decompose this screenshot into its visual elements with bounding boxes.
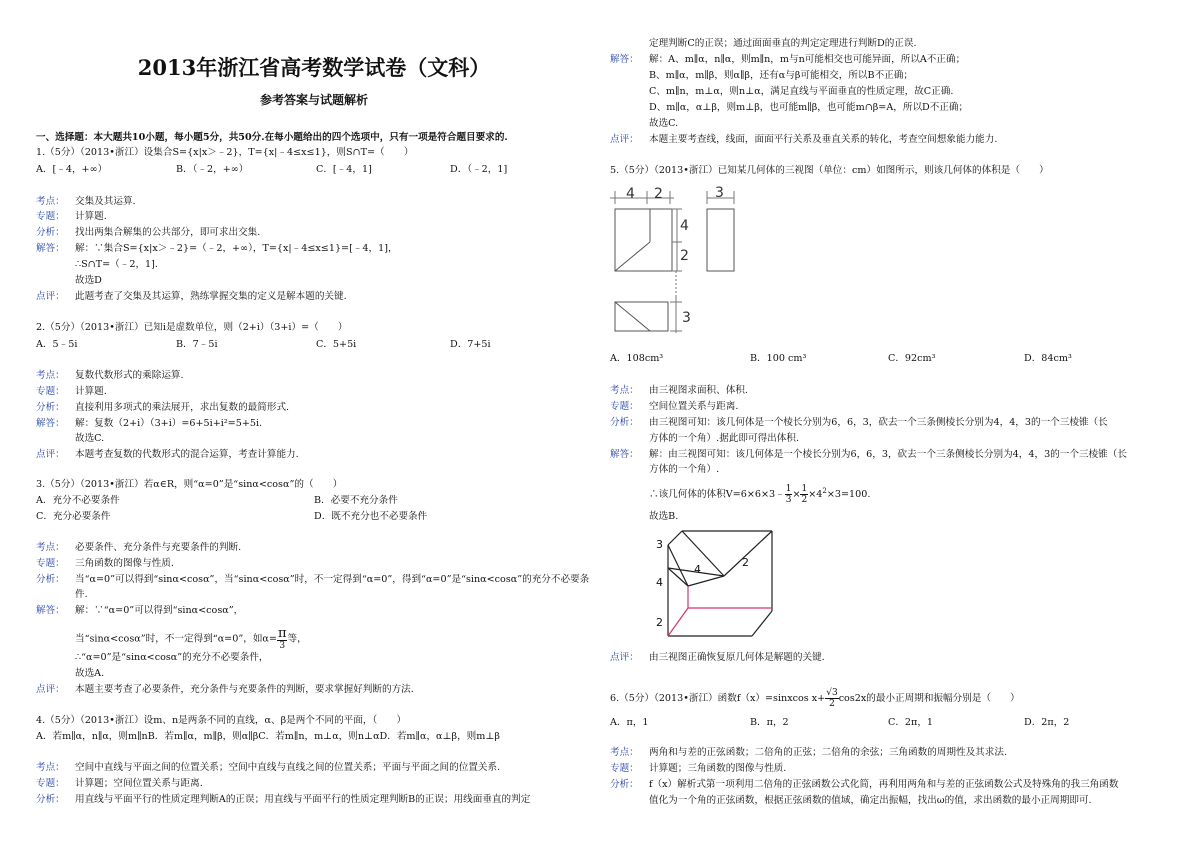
q2-zhuanti: 计算题. xyxy=(75,386,107,397)
pi-over-3-fraction xyxy=(277,627,288,651)
q6-zhuanti: 计算题；三角函数的图像与性质. xyxy=(649,763,787,774)
q3-stem: 3.（5分）（2013•浙江）若α∈R，则“α=0”是“sinα<cosα”的（ ） xyxy=(36,479,343,490)
q1-fenxi: 找出两集合解集的公共部分，即可求出交集. xyxy=(75,227,261,238)
frac-denominator: 3 xyxy=(279,641,286,651)
frac-numerator: √3 xyxy=(826,688,838,698)
q2-dianping: 本题考查复数的代数形式的混合运算，考查计算能力. xyxy=(75,449,299,460)
q4-zhuanti-label: 专题： xyxy=(36,778,65,789)
q1-option-a: A．[﹣4，+∞） xyxy=(36,164,108,175)
q4-zhuanti: 计算题；空间位置关系与距离. xyxy=(75,778,203,789)
q2-option-a: A．5﹣5i xyxy=(36,339,78,350)
q1-fenxi-label: 分析： xyxy=(36,227,65,238)
q3-fenxi-line: 件. xyxy=(75,589,88,600)
solid-label: 4 xyxy=(694,563,701,576)
frac-denominator: 2 xyxy=(829,699,835,709)
q2-option-c: C．5+5i xyxy=(316,339,357,350)
q4-dianping: 本题主要考查线，线面，面面平行关系及垂直关系的转化，考查空间想象能力能力. xyxy=(649,134,998,145)
q3-option-a: A．充分不必要条件 xyxy=(36,495,120,506)
q2-stem: 2.（5分）（2013•浙江）已知i是虚数单位，则（2+i）（3+i）=（ ） xyxy=(36,322,348,333)
q2-kaodian-label: 考点： xyxy=(36,370,65,381)
q3-jieda-label: 解答： xyxy=(36,605,65,616)
q6-fenxi-line: 值化为一个角的正弦函数，根据正弦函数的值域，确定出振幅，找出ω的值，求出函数的最小正周期即可. xyxy=(649,795,1092,806)
q1-kaodian-label: 考点： xyxy=(36,196,65,207)
solid-label: 3 xyxy=(656,538,663,551)
dim-label: 3 xyxy=(682,310,691,326)
q5-jieda-label: 解答： xyxy=(610,449,639,460)
section-heading: 一、选择题：本大题共10小题，每小题5分，共50分.在每小题给出的四个选项中，只有一项是符合题目要求的. xyxy=(36,132,508,143)
solid-label: 2 xyxy=(656,616,663,629)
formula-text: ∴该几何体的体积V=6×6×3﹣ xyxy=(649,489,785,501)
formula-text: × xyxy=(792,489,801,501)
q5-dianping: 由三视图正确恢复原几何体是解题的关键. xyxy=(649,652,825,663)
q1-option-c: C．[﹣4，1] xyxy=(316,164,372,175)
q5-kaodian-label: 考点： xyxy=(610,385,639,396)
q2-jieda-line: 故选C. xyxy=(75,433,105,444)
dim-label: 4 xyxy=(680,218,689,234)
q6-kaodian: 两角和与差的正弦函数；二倍角的正弦；二倍角的余弦；三角函数的周期性及其求法. xyxy=(649,747,1008,758)
q4-jieda-line: D、m∥α，α⊥β，则m⊥β，也可能m∥β，也可能m∩β=A，所以D不正确； xyxy=(649,102,969,113)
q3-dianping-label: 点评： xyxy=(36,684,65,695)
q2-fenxi-label: 分析： xyxy=(36,402,65,413)
q3-jieda-line: 解：∵“α=0”可以得到“sinα<cosα”， xyxy=(75,605,244,616)
q3-option-d: D．既不充分也不必要条件 xyxy=(314,511,428,522)
exponent: 2 xyxy=(822,487,827,495)
q1-kaodian: 交集及其运算. xyxy=(75,196,136,207)
solid-label: 4 xyxy=(656,576,663,589)
q4-kaodian: 空间中直线与平面之间的位置关系；空间中直线与直线之间的位置关系；平面与平面之间的位置关系. xyxy=(75,762,501,773)
q4-jieda-line: B、m∥α，m∥β，则α∥β，还有α与β可能相交，所以B不正确； xyxy=(649,70,913,81)
dim-label: 4 xyxy=(626,186,635,202)
q3-jieda-line: 故选A. xyxy=(75,668,105,679)
page-title: 2013年浙江省高考数学试卷（文科） xyxy=(137,55,491,80)
q1-jieda-line: 故选D xyxy=(75,275,102,286)
q2-option-d: D．7+5i xyxy=(450,339,491,350)
q5-jieda-line: 故选B. xyxy=(649,511,679,522)
q6-stem-text: 6.（5分）（2013•浙江）函数f（x）=sinxcos x+ xyxy=(610,693,826,704)
frac-numerator: 1 xyxy=(801,484,808,495)
q1-jieda-line: 解：∵集合S={x|x＞﹣2}=（﹣2，+∞），T={x|﹣4≤x≤1}=[﹣4，1]， xyxy=(75,243,398,254)
q3-option-c: C．充分必要条件 xyxy=(36,511,111,522)
q5-jieda-line: 解：由三视图可知：该几何体是一个棱长分别为6，6，3，砍去一个三条侧棱长分别为4，4，3的一个三棱锥（长 xyxy=(649,449,1127,460)
q1-dianping: 此题考查了交集及其运算，熟练掌握交集的定义是解本题的关键. xyxy=(75,291,347,302)
q2-fenxi: 直接利用多项式的乘法展开，求出复数的最简形式. xyxy=(75,402,290,413)
q5-zhuanti-label: 专题： xyxy=(610,401,639,412)
q3-kaodian: 必要条件、充分条件与充要条件的判断. xyxy=(75,542,242,553)
q6-kaodian-label: 考点： xyxy=(610,747,639,758)
q5-kaodian: 由三视图求面积、体积. xyxy=(649,385,748,396)
q6-option-b: B．π，2 xyxy=(750,717,789,728)
q5-option-b: B．100 cm³ xyxy=(750,353,807,364)
q6-stem-text: cos2x的最小正周期和振幅分别是（ ） xyxy=(838,693,1020,704)
q2-option-b: B．7﹣5i xyxy=(176,339,218,350)
q4-stem: 4.（5分）（2013•浙江）设m、n是两条不同的直线，α、β是两个不同的平面，（ ） xyxy=(36,715,407,726)
frac-denominator: 2 xyxy=(801,495,808,506)
q1-stem: 1.（5分）（2013•浙江）设集合S={x|x＞﹣2}，T={x|﹣4≤x≤1}，则S∩T=（ ） xyxy=(36,147,414,158)
q4-jieda-line: 故选C. xyxy=(649,118,679,129)
q5-volume-formula xyxy=(649,484,870,505)
solid-label: 2 xyxy=(742,556,749,569)
q6-fenxi-line: f（x）解析式第一项利用二倍角的正弦函数公式化简，再利用两角和与差的正弦函数公式及特殊角的我三角函数 xyxy=(649,779,1119,790)
q2-jieda-label: 解答： xyxy=(36,418,65,429)
q6-option-d: D．2π，2 xyxy=(1024,717,1070,728)
q5-option-a: A．108cm³ xyxy=(610,353,664,364)
q3-fenxi-label: 分析： xyxy=(36,574,65,585)
q5-option-c: C．92cm³ xyxy=(888,353,936,364)
q5-stem: 5.（5分）（2013•浙江）已知某几何体的三视图（单位：cm）如图所示，则该几何体的体积是（ ） xyxy=(610,165,1049,176)
q2-zhuanti-label: 专题： xyxy=(36,386,65,397)
q3-zhuanti-label: 专题： xyxy=(36,558,65,569)
q3-dianping: 本题主要考查了必要条件，充分条件与充要条件的判断，要求掌握好判断的方法. xyxy=(75,684,414,695)
solid-diagram xyxy=(644,528,794,650)
q4-kaodian-label: 考点： xyxy=(36,762,65,773)
q2-kaodian: 复数代数形式的乘除运算. xyxy=(75,370,184,381)
q4-options: A．若m∥α，n∥α，则m∥nB．若m∥α，m∥β，则α∥βC．若m∥n，m⊥α，则n⊥αD．若m∥α，α⊥β，则m⊥β xyxy=(36,731,500,742)
sqrt3-over-2-fraction xyxy=(825,688,838,709)
q3-jieda-line: ∴“α=0”是“sinα<cosα”的充分不必要条件， xyxy=(75,652,269,663)
q4-fenxi-label: 分析： xyxy=(36,794,65,805)
q6-option-c: C．2π，1 xyxy=(888,717,934,728)
q2-dianping-label: 点评： xyxy=(36,449,65,460)
q5-jieda-line: 方体的一个角）. xyxy=(649,464,720,475)
q3-zhuanti: 三角函数的图像与性质. xyxy=(75,558,174,569)
q4-jieda-label: 解答： xyxy=(610,54,639,65)
dim-label: 2 xyxy=(680,248,689,264)
q1-jieda-label: 解答： xyxy=(36,243,65,254)
formula-text: ×3=100. xyxy=(826,489,871,501)
q6-zhuanti-label: 专题： xyxy=(610,763,639,774)
q1-zhuanti-label: 专题： xyxy=(36,211,65,222)
q5-fenxi-line: 方体的一个角）.据此即可得出体积. xyxy=(649,433,800,444)
q5-fenxi-label: 分析： xyxy=(610,417,639,428)
page-subtitle: 参考答案与试题解析 xyxy=(259,93,368,107)
q1-dianping-label: 点评： xyxy=(36,291,65,302)
q3-jieda-line xyxy=(75,627,307,651)
q5-dianping-label: 点评： xyxy=(610,652,639,663)
frac-numerator: π xyxy=(277,626,287,641)
q3-jieda-text: 当“sinα<cosα”时，不一定得到“α=0”，如α= xyxy=(75,633,277,645)
q3-fenxi-line: 当“α=0”可以得到“sinα<cosα”，当“sinα<cosα”时，不一定得到“α=0”，得到“α=0”是“sinα<cosα”的充分不必要条 xyxy=(75,574,590,585)
q1-jieda-line: ∴S∩T=（﹣2，1]. xyxy=(75,259,158,270)
q4-jieda-line: 解：A、m∥α，n∥α，则m∥n，m与n可能相交也可能异面，所以A不正确； xyxy=(649,54,966,65)
q6-fenxi-label: 分析： xyxy=(610,779,639,790)
q1-option-d: D．（﹣2，1] xyxy=(450,164,508,175)
q1-zhuanti: 计算题. xyxy=(75,211,107,222)
q4-dianping-label: 点评： xyxy=(610,134,639,145)
dim-label: 2 xyxy=(654,186,663,202)
q4-fenxi-line: 用直线与平面平行的性质定理判断A的正误；用直线与平面平行的性质定理判断B的正误；用线面垂直的判定 xyxy=(75,794,531,805)
q4-jieda-line: C、m∥n，m⊥α，则n⊥α，满足直线与平面垂直的性质定理，故C正确. xyxy=(649,86,954,97)
q5-option-d: D．84cm³ xyxy=(1024,353,1072,364)
q6-option-a: A．π，1 xyxy=(610,717,649,728)
q3-jieda-text: 等， xyxy=(287,633,307,645)
side-view-diagram xyxy=(706,182,756,282)
q3-option-b: B．必要不充分条件 xyxy=(314,495,398,506)
formula-text: ×4 xyxy=(808,489,823,501)
q5-fenxi-line: 由三视图可知：该几何体是一个棱长分别为6，6，3，砍去一个三条侧棱长分别为4，4，3的一个三棱锥（长 xyxy=(649,417,1108,428)
q4-fenxi-line: 定理判断C的正误；通过面面垂直的判定定理进行判断D的正误. xyxy=(649,38,917,49)
q5-zhuanti: 空间位置关系与距离. xyxy=(649,401,739,412)
q3-kaodian-label: 考点： xyxy=(36,542,65,553)
dim-label: 3 xyxy=(715,185,724,201)
frac-numerator: 1 xyxy=(785,484,792,495)
frac-denominator: 3 xyxy=(785,495,792,506)
q6-stem xyxy=(610,688,1020,709)
q2-jieda-line: 解：复数（2+i）（3+i）=6+5i+i²=5+5i. xyxy=(75,418,263,429)
q1-option-b: B．（﹣2，+∞） xyxy=(176,164,249,175)
